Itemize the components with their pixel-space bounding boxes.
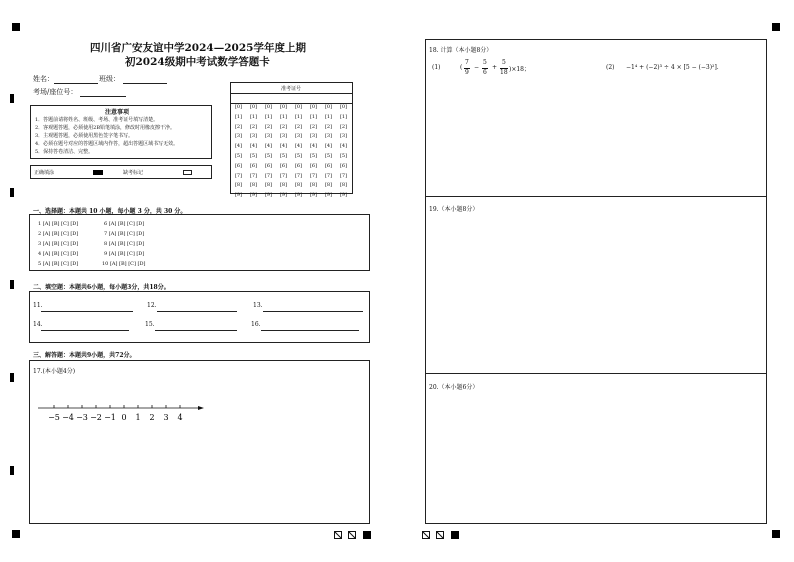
- exam-id-digit[interactable]: [2]: [249, 123, 258, 130]
- correct-fill-label: 正确填涂: [34, 170, 55, 176]
- exam-id-digit[interactable]: [1]: [279, 113, 288, 120]
- exam-id-digit[interactable]: [9]: [234, 192, 243, 199]
- q18-part1-label: (1): [432, 64, 441, 71]
- blank-label-14: 14.: [33, 321, 43, 328]
- notice-item: 3．主观题答题，必须使用黑色签字笔书写。: [35, 133, 134, 139]
- paren-close: )×18；: [509, 66, 531, 73]
- notice-item: 4．必须在题号对应的答题区域内作答，超出答题区域书写无效。: [35, 141, 179, 147]
- correct-fill-sample: [93, 170, 103, 175]
- exam-id-digit[interactable]: [3]: [294, 133, 303, 140]
- exam-id-title: 准考证号: [281, 86, 302, 92]
- exam-id-digit[interactable]: [8]: [249, 182, 258, 189]
- blank-label-15: 15.: [145, 321, 155, 328]
- absent-mark-checkbox[interactable]: [183, 170, 192, 175]
- exam-id-digit[interactable]: [8]: [279, 182, 288, 189]
- q20-label: 20.（本小题6分）: [429, 384, 479, 391]
- exam-id-digit[interactable]: [1]: [324, 113, 333, 120]
- exam-id-digit[interactable]: [4]: [309, 143, 318, 150]
- frac3-num: 5: [502, 59, 506, 66]
- number-line-tick-label: 3: [163, 413, 169, 422]
- number-line-arrow: [198, 406, 204, 410]
- corner-mark: [12, 23, 20, 31]
- frac2-den: 6: [483, 69, 487, 76]
- exam-id-digit[interactable]: [0]: [294, 104, 303, 110]
- choice-row[interactable]: 8 [A] [B] [C] [D]: [104, 241, 145, 247]
- choice-row[interactable]: 1 [A] [B] [C] [D]: [38, 221, 79, 227]
- exam-id-digit[interactable]: [4]: [339, 143, 348, 150]
- notice-title: 注意事项: [105, 109, 130, 116]
- exam-id-digit[interactable]: [2]: [234, 123, 243, 130]
- exam-id-digit[interactable]: [3]: [309, 133, 318, 140]
- exam-id-digit[interactable]: [5]: [234, 152, 243, 159]
- choice-row[interactable]: 7 [A] [B] [C] [D]: [104, 231, 145, 237]
- exam-id-digit[interactable]: [9]: [309, 192, 318, 199]
- exam-id-digit[interactable]: [6]: [294, 162, 303, 169]
- exam-id-digit[interactable]: [5]: [294, 152, 303, 159]
- exam-id-digit[interactable]: [6]: [309, 162, 318, 169]
- page-id-mark: [334, 531, 342, 539]
- exam-id-digit[interactable]: [3]: [264, 133, 273, 140]
- blank-label-11: 11.: [33, 302, 43, 309]
- frac3-den: 18: [500, 69, 508, 76]
- paren-open: (: [460, 64, 463, 71]
- exam-id-digit[interactable]: [1]: [234, 113, 243, 120]
- exam-id-digit[interactable]: [0]: [264, 104, 273, 110]
- exam-id-digit[interactable]: [6]: [339, 162, 348, 169]
- exam-id-digit[interactable]: [1]: [294, 113, 303, 120]
- timing-mark: [10, 280, 14, 289]
- exam-id-digit[interactable]: [1]: [249, 113, 258, 120]
- exam-id-digit[interactable]: [5]: [264, 152, 273, 159]
- exam-id-digit[interactable]: [0]: [339, 104, 348, 110]
- exam-id-digit[interactable]: [3]: [234, 133, 243, 140]
- notice-item: 2．客观题答题，必须使用2B铅笔填涂，修改时用橡皮擦干净。: [35, 125, 176, 131]
- page-id-mark: [422, 531, 430, 539]
- exam-id-digit[interactable]: [7]: [309, 172, 318, 179]
- exam-id-digit[interactable]: [4]: [294, 143, 303, 150]
- number-line-tick-label: 1: [135, 413, 141, 422]
- exam-id-digit[interactable]: [4]: [264, 143, 273, 150]
- section2-title: 二、填空题：本题共6小题，每小题3分，共18分。: [33, 284, 170, 291]
- choice-row[interactable]: 4 [A] [B] [C] [D]: [38, 251, 79, 257]
- number-line-tick-label: −4: [62, 413, 74, 422]
- exam-id-column[interactable]: [308, 103, 319, 201]
- exam-id-digit[interactable]: [8]: [234, 182, 243, 189]
- exam-id-column[interactable]: [323, 103, 334, 201]
- exam-id-digit[interactable]: [2]: [309, 123, 318, 130]
- seat-label: 考场/座位号：: [33, 88, 78, 96]
- corner-mark: [772, 530, 780, 538]
- choice-row[interactable]: 5 [A] [B] [C] [D]: [38, 261, 79, 267]
- q18-part2-expression: −1⁴ + (−2)³ ÷ 4 × [5 − (−3)²].: [626, 64, 719, 71]
- exam-id-digit[interactable]: [3]: [279, 133, 288, 140]
- exam-id-digit[interactable]: [4]: [279, 143, 288, 150]
- exam-id-digit[interactable]: [6]: [279, 162, 288, 169]
- exam-id-digit[interactable]: [5]: [324, 152, 333, 159]
- exam-id-digit[interactable]: [6]: [324, 162, 333, 169]
- q19-answer-box[interactable]: [425, 196, 767, 374]
- exam-id-column[interactable]: [233, 103, 244, 201]
- page-id-mark: [363, 531, 371, 539]
- exam-id-digit[interactable]: [5]: [309, 152, 318, 159]
- exam-id-digit[interactable]: [0]: [324, 104, 333, 110]
- page-id-mark: [451, 531, 459, 539]
- number-line-tick-label: −1: [104, 413, 116, 422]
- exam-id-digit[interactable]: [7]: [264, 172, 273, 179]
- choice-row[interactable]: 9 [A] [B] [C] [D]: [104, 251, 145, 257]
- exam-id-digit[interactable]: [0]: [249, 104, 258, 110]
- exam-id-digit[interactable]: [3]: [324, 133, 333, 140]
- blank-12[interactable]: [157, 311, 237, 312]
- blank-label-16: 16.: [251, 321, 261, 328]
- q17-label: 17.(本小题4分): [33, 368, 76, 375]
- exam-id-digit[interactable]: [7]: [294, 172, 303, 179]
- exam-id-column[interactable]: [248, 103, 259, 201]
- q20-answer-box[interactable]: [425, 373, 767, 524]
- name-field[interactable]: [54, 83, 98, 84]
- choice-row[interactable]: 10 [A] [B] [C] [D]: [102, 261, 146, 267]
- frac1-den: 9: [465, 69, 469, 76]
- timing-mark: [10, 466, 14, 475]
- sheet-title-line2: 初2024级期中考试数学答题卡: [125, 56, 270, 68]
- exam-id-column[interactable]: [278, 103, 289, 201]
- exam-id-digit[interactable]: [9]: [324, 192, 333, 199]
- blank-16[interactable]: [261, 330, 359, 331]
- exam-id-digit[interactable]: [9]: [264, 192, 273, 199]
- blank-label-12: 12.: [147, 302, 157, 309]
- page-id-mark: [436, 531, 444, 539]
- exam-id-digit[interactable]: [3]: [339, 133, 348, 140]
- exam-id-column[interactable]: [263, 103, 274, 201]
- exam-id-digit[interactable]: [4]: [249, 143, 258, 150]
- timing-mark: [10, 188, 14, 197]
- frac1-num: 7: [465, 59, 469, 66]
- exam-id-digit[interactable]: [2]: [279, 123, 288, 130]
- page-id-mark: [348, 531, 356, 539]
- timing-mark: [10, 373, 14, 382]
- exam-id-digit[interactable]: [2]: [264, 123, 273, 130]
- blank-15[interactable]: [155, 330, 237, 331]
- choice-row[interactable]: 3 [A] [B] [C] [D]: [38, 241, 79, 247]
- notice-box: [30, 105, 212, 159]
- name-label: 姓名：: [33, 75, 54, 83]
- exam-id-digit[interactable]: [0]: [234, 104, 243, 110]
- choice-answer-box: [29, 214, 370, 271]
- minus-sign: −: [474, 64, 480, 71]
- exam-id-digit[interactable]: [8]: [309, 182, 318, 189]
- q17-answer-box[interactable]: [29, 360, 370, 524]
- notice-item: 1．答题前请将姓名、班级、考场、准考证号填写清楚。: [35, 117, 159, 123]
- frac2-num: 5: [483, 59, 487, 66]
- exam-id-column[interactable]: [338, 103, 349, 201]
- section3-title: 三、解答题：本题共9小题，共72分。: [33, 352, 136, 359]
- exam-id-digit[interactable]: [2]: [339, 123, 348, 130]
- exam-id-digit[interactable]: [3]: [249, 133, 258, 140]
- section1-title: 一、选择题：本题共 10 小题，每小题 3 分，共 30 分。: [33, 208, 187, 215]
- plus-sign: +: [492, 64, 498, 71]
- number-line-tick-label: −2: [90, 413, 102, 422]
- exam-id-digit[interactable]: [7]: [279, 172, 288, 179]
- blank-13[interactable]: [263, 311, 363, 312]
- exam-id-digit[interactable]: [4]: [234, 143, 243, 150]
- exam-id-digit[interactable]: [0]: [279, 104, 288, 110]
- exam-id-digit[interactable]: [9]: [279, 192, 288, 199]
- exam-id-column[interactable]: [293, 103, 304, 201]
- fill-blank-box: [29, 291, 370, 343]
- exam-id-digit[interactable]: [7]: [234, 172, 243, 179]
- exam-id-digit[interactable]: [1]: [309, 113, 318, 120]
- exam-id-digit[interactable]: [7]: [249, 172, 258, 179]
- exam-id-digit-grid[interactable]: [233, 103, 353, 199]
- class-label: 班级：: [99, 75, 120, 83]
- exam-id-digit[interactable]: [9]: [339, 192, 348, 199]
- number-line-tick-label: 4: [177, 413, 183, 422]
- exam-id-digit[interactable]: [8]: [339, 182, 348, 189]
- number-line-tick-label: −3: [76, 413, 88, 422]
- q19-label: 19.（本小题8分）: [429, 206, 479, 213]
- exam-id-digit[interactable]: [0]: [309, 104, 318, 110]
- exam-id-digit[interactable]: [5]: [279, 152, 288, 159]
- exam-id-box: [230, 82, 353, 199]
- blank-14[interactable]: [41, 330, 129, 331]
- exam-id-digit[interactable]: [8]: [324, 182, 333, 189]
- choice-row[interactable]: 2 [A] [B] [C] [D]: [38, 231, 79, 237]
- number-line: [36, 399, 206, 425]
- exam-id-digit[interactable]: [7]: [339, 172, 348, 179]
- choice-row[interactable]: 6 [A] [B] [C] [D]: [104, 221, 145, 227]
- exam-id-digit[interactable]: [5]: [339, 152, 348, 159]
- exam-id-digit[interactable]: [1]: [264, 113, 273, 120]
- blank-label-13: 13.: [253, 302, 263, 309]
- exam-id-digit[interactable]: [6]: [234, 162, 243, 169]
- absent-mark-label: 缺考标记: [123, 170, 144, 176]
- sheet-title-line1: 四川省广安友谊中学2024—2025学年度上期: [90, 42, 306, 54]
- seat-field[interactable]: [80, 96, 126, 97]
- exam-id-digit[interactable]: [7]: [324, 172, 333, 179]
- q18-label: 18. 计算（本小题8分）: [429, 47, 493, 54]
- exam-id-digit[interactable]: [5]: [249, 152, 258, 159]
- q18-answer-box[interactable]: [425, 39, 767, 197]
- fill-example-box: [30, 165, 212, 179]
- exam-id-digit[interactable]: [2]: [324, 123, 333, 130]
- timing-mark: [10, 94, 14, 103]
- exam-id-digit[interactable]: [6]: [249, 162, 258, 169]
- exam-id-digit[interactable]: [8]: [294, 182, 303, 189]
- exam-id-digit[interactable]: [1]: [339, 113, 348, 120]
- exam-id-digit[interactable]: [2]: [294, 123, 303, 130]
- exam-id-digit[interactable]: [6]: [264, 162, 273, 169]
- exam-id-digit[interactable]: [4]: [324, 143, 333, 150]
- class-field[interactable]: [123, 83, 167, 84]
- divider: [231, 93, 352, 94]
- number-line-tick-label: −5: [48, 413, 60, 422]
- exam-id-digit[interactable]: [9]: [249, 192, 258, 199]
- corner-mark: [12, 530, 20, 538]
- corner-mark: [772, 23, 780, 31]
- notice-item: 5．保持答卷清洁、完整。: [35, 149, 94, 155]
- number-line-tick-label: 2: [149, 413, 155, 422]
- exam-id-digit[interactable]: [9]: [294, 192, 303, 199]
- exam-id-digit[interactable]: [8]: [264, 182, 273, 189]
- blank-11[interactable]: [41, 311, 133, 312]
- q18-part2-label: (2): [606, 64, 615, 71]
- number-line-tick-label: 0: [121, 413, 127, 422]
